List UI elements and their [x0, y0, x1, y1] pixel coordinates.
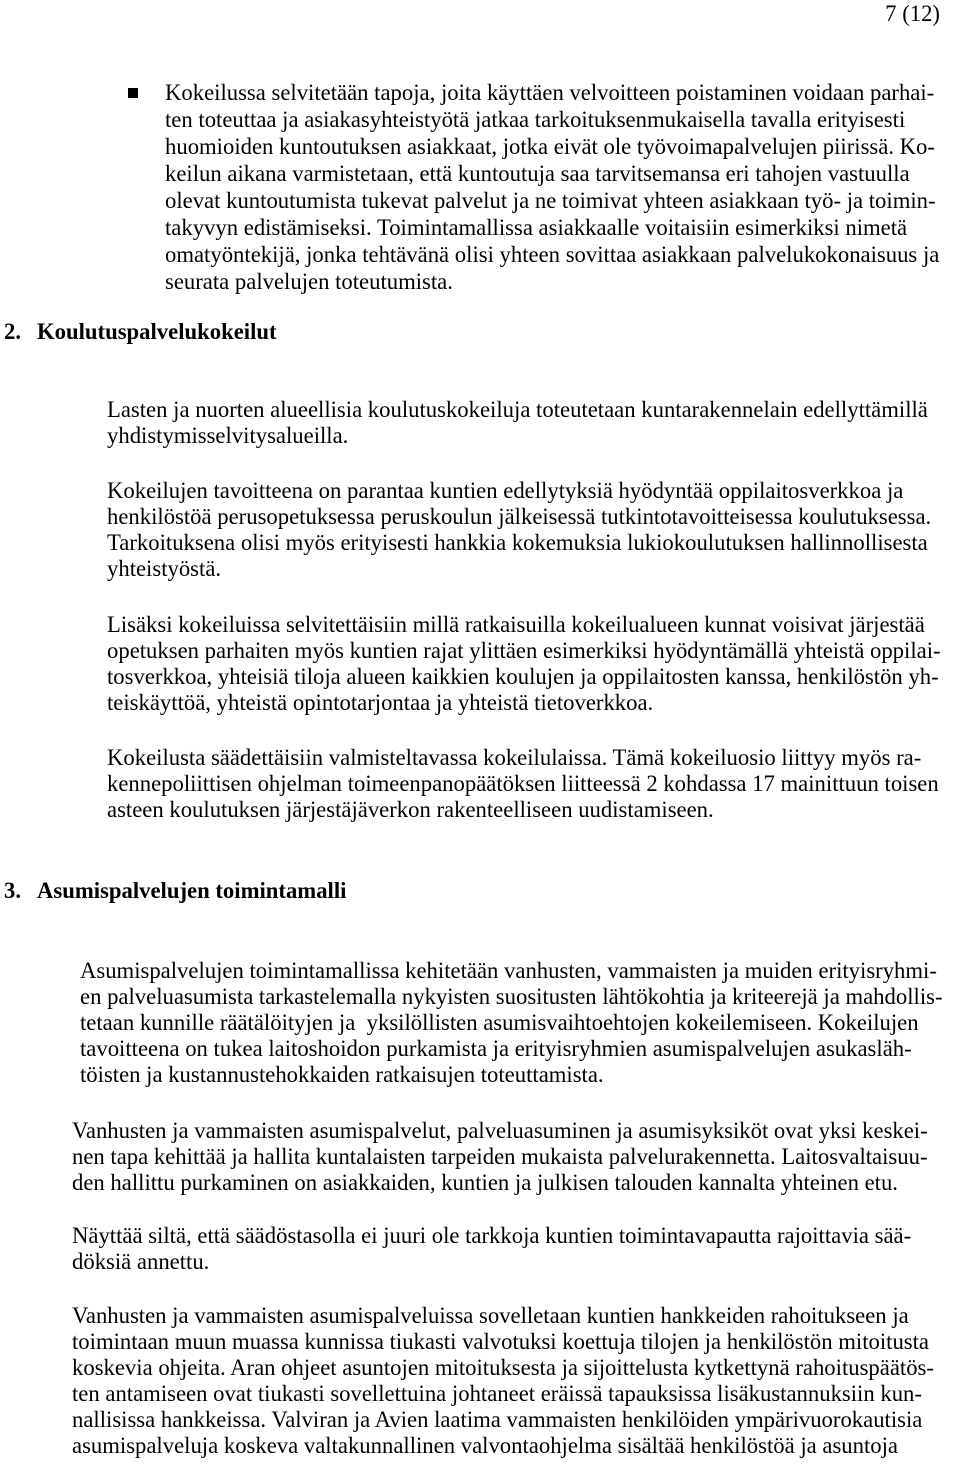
- text-line: Vanhusten ja vammaisten asumispalvelut, palveluasuminen ja asumisyksiköt ovat yksi keskei-: [72, 1118, 928, 1143]
- text-line: tetaan kunnille räätälöityjen ja yksilöllisten asumisvaihtoehtojen kokeilemiseen. Kokeilujen: [80, 1010, 919, 1035]
- text-line: opetuksen parhaiten myös kuntien rajat ylittäen esimerkiksi hyödyntämällä yhteistä oppilai-: [107, 638, 941, 663]
- text-line: en palveluasumista tarkastelemalla nykyisten suositusten lähtökohtia ja kriteerejä ja mahdollis-: [80, 984, 943, 1009]
- bullet-paragraph: [165, 79, 939, 295]
- text-line: olevat kuntoutumista tukevat palvelut ja ne toimivat yhteen asiakkaan työ- ja toimin-: [165, 188, 936, 213]
- text-line: toimintaan muun muassa kunnissa tiukasti valvotuksi koettuja tilojen ja henkilöstön mitoitusta: [72, 1329, 929, 1354]
- section-2-paragraph: [107, 397, 928, 449]
- text-line: teiskäyttöä, yhteistä opintotarjontaa ja yhteistä tietoverkkoa.: [107, 690, 654, 715]
- text-line: seurata palvelujen toteutumista.: [165, 269, 453, 294]
- text-line: ten antamiseen ovat tiukasti sovellettuina johtaneet eräissä tapauksissa lisäkustannuksiin kun-: [72, 1381, 922, 1406]
- section-2-title: Koulutuspalvelukokeilut: [37, 319, 277, 344]
- text-line: Asumispalvelujen toimintamallissa kehitetään vanhusten, vammaisten ja muiden erityisryhmi-: [80, 958, 937, 983]
- text-line: den hallittu purkaminen on asiakkaiden, kuntien ja julkisen talouden kannalta yhteinen etu.: [72, 1170, 898, 1195]
- text-line: töisten ja kustannustehokkaiden ratkaisujen toteuttamista.: [80, 1062, 604, 1087]
- text-line: Tarkoituksena olisi myös erityisesti hankkia kokemuksia lukiokoulutuksen hallinnollisesta: [107, 530, 928, 555]
- text-line: Lisäksi kokeiluissa selvitettäisiin millä ratkaisuilla kokeilualueen kunnat voisivat järjestää: [107, 612, 925, 637]
- section-2-number: 2.: [4, 319, 22, 344]
- text-line: koskevia ohjeita. Aran ohjeet asuntojen mitoituksesta ja sijoittelusta kytkettynä rahoituspäätös-: [72, 1355, 934, 1380]
- section-3-paragraph: [72, 1303, 934, 1459]
- text-line: tavoitteena on tukea laitoshoidon purkamista ja erityisryhmien asumispalvelujen asukasläh-: [80, 1036, 912, 1061]
- text-line: omatyöntekijä, jonka tehtävänä olisi yhteen sovittaa asiakkaan palvelukokonaisuus ja: [165, 242, 940, 267]
- text-line: asumispalveluja koskeva valtakunnallinen valvontaohjelma sisältää henkilöstöä ja asuntoja: [72, 1433, 898, 1458]
- text-line: Kokeilussa selvitetään tapoja, joita käyttäen velvoitteen poistaminen voidaan parhai-: [165, 80, 935, 105]
- section-3-paragraph: [72, 1118, 928, 1196]
- square-bullet-icon: [128, 88, 138, 98]
- text-line: yhteistyöstä.: [107, 556, 222, 581]
- text-line: Näyttää siltä, että säädöstasolla ei juuri ole tarkkoja kuntien toimintavapautta rajoittavia sää-: [72, 1223, 912, 1248]
- section-2-paragraph: [107, 478, 931, 582]
- section-2-paragraph: [107, 612, 941, 716]
- text-line: tosverkkoa, yhteisiä tiloja alueen kaikkien koulujen ja oppilaitosten kanssa, henkilöstön yh-: [107, 664, 939, 689]
- page-number: 7 (12): [885, 1, 940, 26]
- text-line: takyvyn edistämiseksi. Toimintamallissa asiakkaalle voitaisiin esimerkiksi nimetä: [165, 215, 908, 240]
- section-2-paragraph: [107, 745, 939, 823]
- text-line: Vanhusten ja vammaisten asumispalveluissa sovelletaan kuntien hankkeiden rahoitukseen ja: [72, 1303, 909, 1328]
- text-line: döksiä annettu.: [72, 1249, 210, 1274]
- section-3-paragraph: [72, 1223, 911, 1275]
- text-line: Kokeilujen tavoitteena on parantaa kuntien edellytyksiä hyödyntää oppilaitosverkkoa ja: [107, 478, 904, 503]
- section-3-title: Asumispalvelujen toimintamalli: [37, 878, 347, 903]
- section-3-number: 3.: [4, 878, 22, 903]
- text-line: nen tapa kehittää ja hallita kuntalaisten tarpeiden mukaista palvelurakennetta. Laitosvaltaisuu-: [72, 1144, 928, 1169]
- text-line: keilun aikana varmistetaan, että kuntoutuja saa tarvitsemansa eri tahojen vastuulla: [165, 161, 910, 186]
- section-3-paragraph: [80, 958, 943, 1088]
- text-line: asteen koulutuksen järjestäjäverkon rakenteelliseen uudistamiseen.: [107, 797, 714, 822]
- text-line: yhdistymisselvitysalueilla.: [107, 423, 349, 448]
- text-line: huomioiden kuntoutuksen asiakkaat, jotka eivät ole työvoimapalvelujen piirissä. Ko-: [165, 134, 935, 159]
- text-line: Lasten ja nuorten alueellisia koulutuskokeiluja toteutetaan kuntarakennelain edellyttämillä: [107, 397, 928, 422]
- text-line: nallisissa hankkeissa. Valviran ja Avien laatima vammaisten henkilöiden ympärivuorokautisia: [72, 1407, 923, 1432]
- text-line: ten toteuttaa ja asiakasyhteistyötä jatkaa tarkoituksenmukaisella tavalla erityisesti: [165, 107, 906, 132]
- text-line: Kokeilusta säädettäisiin valmisteltavassa kokeilulaissa. Tämä kokeiluosio liittyy myös ra-: [107, 745, 922, 770]
- text-line: kennepoliittisen ohjelman toimeenpanopäätöksen liitteessä 2 kohdassa 17 mainittuun toisen: [107, 771, 939, 796]
- text-line: henkilöstöä perusopetuksessa peruskoulun jälkeisessä tutkintotavoitteisessa koulutuksessa.: [107, 504, 932, 529]
